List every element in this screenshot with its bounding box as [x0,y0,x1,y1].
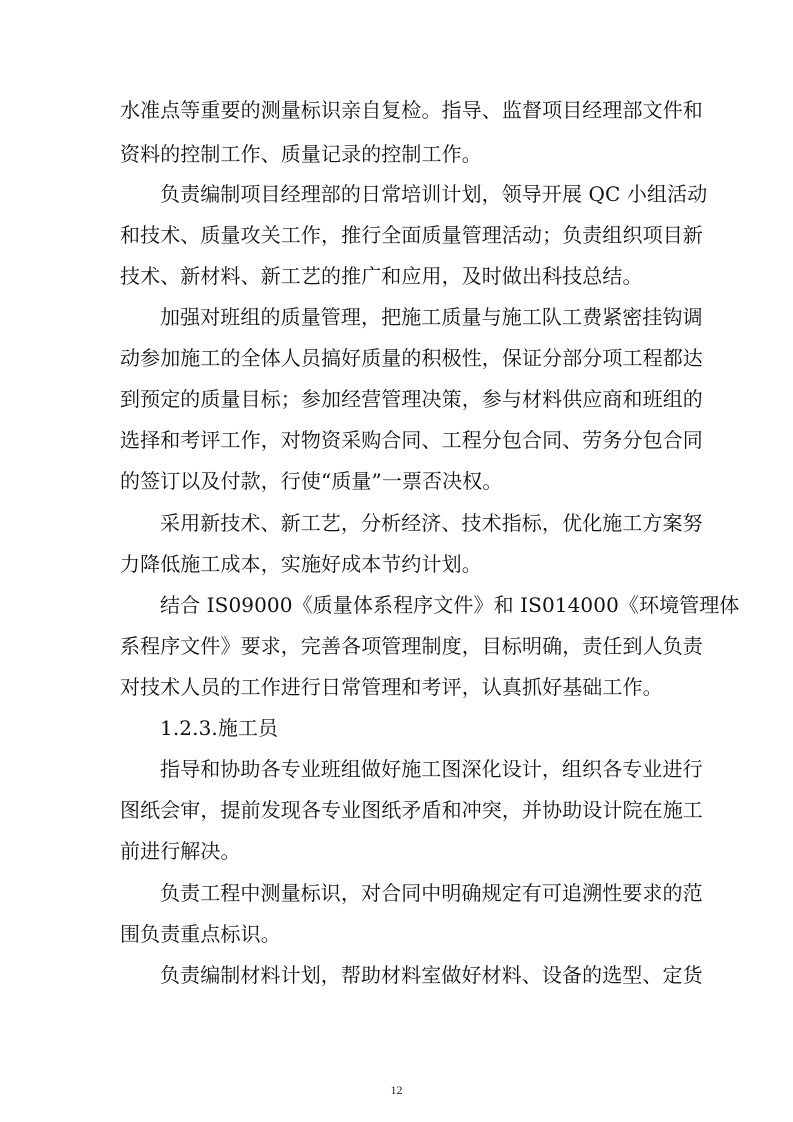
text-line: 前进行解决。 [120,839,241,863]
text-line: 资料的控制工作、质量记录的控制工作。 [120,142,482,166]
text-line: 负责工程中测量标识，对合同中明确规定有可追溯性要求的范 [160,881,703,905]
text-line: 指导和协助各专业班组做好施工图深化设计，组织各专业进行 [160,757,703,781]
text-line: 动参加施工的全体人员搞好质量的积极性，保证分部分项工程都达 [120,346,703,370]
section-heading: 1.2.3.施工员 [160,716,279,740]
text-line: 技术、新材料、新工艺的推广和应用，及时做出科技总结。 [120,264,643,288]
text-line: 图纸会审，提前发现各专业图纸矛盾和冲突，并协助设计院在施工 [120,798,703,822]
text-line: 对技术人员的工作进行日常管理和考评，认真抓好基础工作。 [120,675,663,699]
text-line: 选择和考评工作，对物资采购合同、工程分包合同、劳务分包合同 [120,428,703,452]
text-line: 围负责重点标识。 [120,922,281,946]
text-line: 到预定的质量目标；参加经营管理决策，参与材料供应商和班组的 [120,387,703,411]
text-line: 采用新技术、新工艺，分析经济、技术指标，优化施工方案努 [160,511,703,535]
text-line: 系程序文件》要求，完善各项管理制度，目标明确，责任到人负责 [120,634,703,658]
text-line: 负责编制材料计划，帮助材料室做好材料、设备的选型、定货 [160,963,703,987]
text-line: 负责编制项目经理部的日常培训计划，领导开展 QC 小组活动 [160,182,708,206]
text-line: 水准点等重要的测量标识亲自复检。指导、监督项目经理部文件和 [120,98,703,122]
text-line: 加强对班组的质量管理，把施工质量与施工队工费紧密挂钩调 [160,305,703,329]
text-line: 和技术、质量攻关工作，推行全面质量管理活动；负责组织项目新 [120,223,703,247]
text-line: 力降低施工成本，实施好成本节约计划。 [120,552,482,576]
text-line: 的签订以及付款，行使“质量”一票否决权。 [120,469,503,493]
page-number: 12 [390,1083,403,1097]
text-line: 结合 IS09000《质量体系程序文件》和 IS014000《环境管理体 [160,593,740,617]
